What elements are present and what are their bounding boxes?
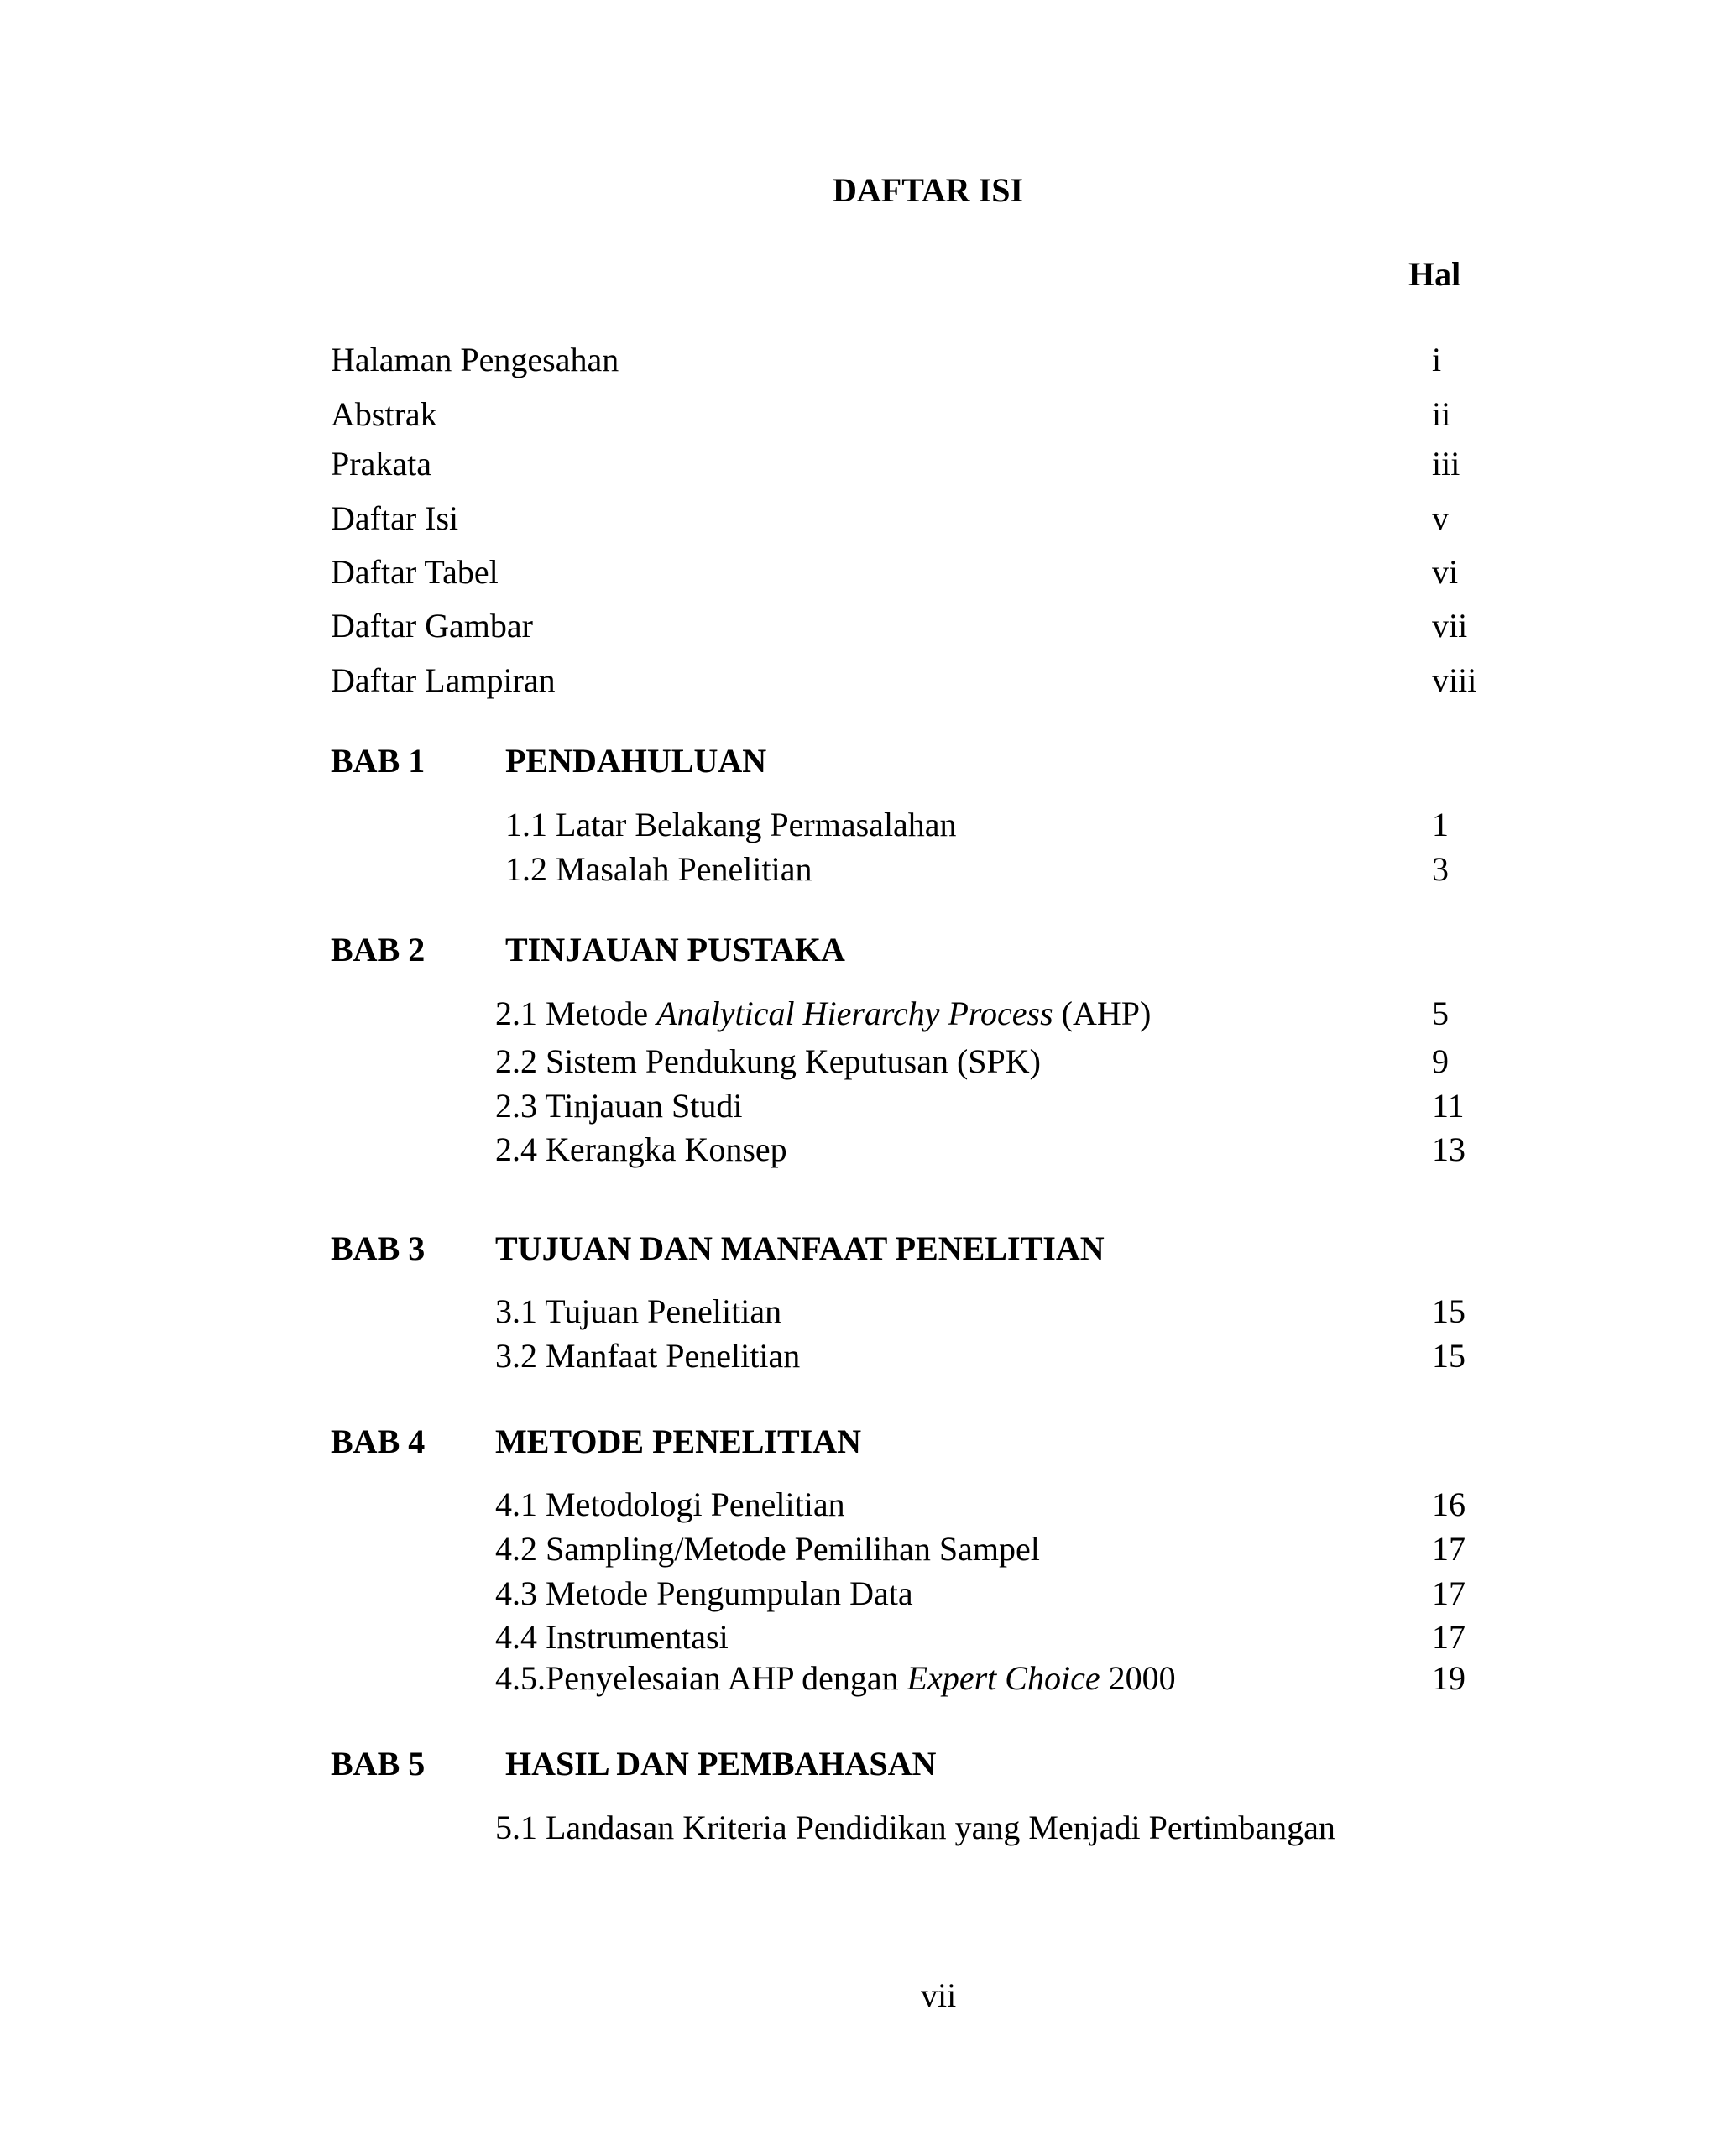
section-label-text: 2.1 Metode <box>495 994 657 1032</box>
section-page: 16 <box>1432 1485 1466 1523</box>
chapter-number: BAB 4 <box>331 1423 426 1460</box>
toc-entry-label: Abstrak <box>331 395 437 433</box>
toc-entry-page: vii <box>1432 607 1468 645</box>
page-number: vii <box>921 1976 957 2014</box>
chapter-title: TUJUAN DAN MANFAAT PENELITIAN <box>495 1229 1105 1267</box>
section-label: 2.2 Sistem Pendukung Keputusan (SPK) <box>495 1042 1041 1080</box>
section-label-text: (AHP) <box>1053 994 1152 1032</box>
section-page: 15 <box>1432 1292 1466 1330</box>
section-label: 4.1 Metodologi Penelitian <box>495 1485 845 1523</box>
section-label: 4.3 Metode Pengumpulan Data <box>495 1574 913 1612</box>
toc-entry-page: viii <box>1432 661 1477 699</box>
toc-entry-page: ii <box>1432 395 1451 433</box>
section-label: 4.2 Sampling/Metode Pemilihan Sampel <box>495 1530 1040 1568</box>
toc-entry-label: Prakata <box>331 445 431 483</box>
chapter-title: PENDAHULUAN <box>505 742 767 780</box>
chapter-number: BAB 3 <box>331 1229 426 1267</box>
section-page: 9 <box>1432 1042 1449 1080</box>
section-page: 1 <box>1432 806 1449 843</box>
toc-entry-label: Halaman Pengesahan <box>331 341 619 378</box>
chapter-title: TINJAUAN PUSTAKA <box>505 931 845 968</box>
section-label-italic: Expert Choice <box>907 1659 1100 1697</box>
section-page: 19 <box>1432 1659 1466 1697</box>
section-page: 11 <box>1432 1087 1465 1125</box>
section-label-italic: Analytical Hierarchy Process <box>656 994 1053 1032</box>
section-page: 15 <box>1432 1337 1466 1375</box>
chapter-title: HASIL DAN PEMBAHASAN <box>505 1745 937 1783</box>
chapter-number: BAB 1 <box>331 742 426 780</box>
chapter-number: BAB 5 <box>331 1745 426 1783</box>
toc-entry-label: Daftar Lampiran <box>331 661 556 699</box>
section-page: 17 <box>1432 1530 1466 1568</box>
toc-entry-page: i <box>1432 341 1442 378</box>
section-page: 13 <box>1432 1130 1466 1168</box>
section-page: 5 <box>1432 994 1449 1032</box>
page-column-header: Hal <box>1408 255 1461 293</box>
section-page: 17 <box>1432 1574 1466 1612</box>
section-label: 5.1 Landasan Kriteria Pendidikan yang Menjadi Pertimbangan <box>495 1809 1335 1846</box>
section-label-text: 4.5.Penyelesaian AHP dengan <box>495 1659 907 1697</box>
section-label: 1.2 Masalah Penelitian <box>505 850 812 888</box>
toc-entry-page: vi <box>1432 553 1459 591</box>
toc-entry-page: iii <box>1432 445 1460 483</box>
section-label: 2.3 Tinjauan Studi <box>495 1087 743 1125</box>
section-label: 4.4 Instrumentasi <box>495 1618 729 1656</box>
section-label: 3.2 Manfaat Penelitian <box>495 1337 801 1375</box>
section-label-text: 2000 <box>1100 1659 1176 1697</box>
section-page: 17 <box>1432 1618 1466 1656</box>
toc-entry-page: v <box>1432 499 1449 537</box>
section-label <box>495 994 1152 1032</box>
section-label: 1.1 Latar Belakang Permasalahan <box>505 806 957 843</box>
section-page: 3 <box>1432 850 1449 888</box>
page-title: DAFTAR ISI <box>833 171 1024 209</box>
chapter-number: BAB 2 <box>331 931 426 968</box>
section-label <box>495 1659 1176 1697</box>
toc-entry-label: Daftar Tabel <box>331 553 499 591</box>
chapter-title: METODE PENELITIAN <box>495 1423 862 1460</box>
section-label: 2.4 Kerangka Konsep <box>495 1130 787 1168</box>
toc-entry-label: Daftar Isi <box>331 499 459 537</box>
section-label: 3.1 Tujuan Penelitian <box>495 1292 782 1330</box>
toc-entry-label: Daftar Gambar <box>331 607 533 645</box>
